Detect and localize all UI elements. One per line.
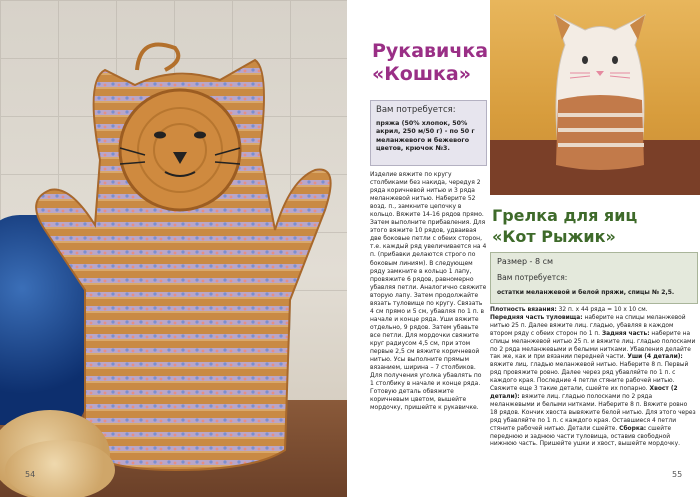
bread-plate-top [5, 440, 115, 497]
egg-cozy-materials-box [490, 252, 698, 304]
cat-eye-left [154, 132, 166, 139]
egg-cozy-materials-heading: Вам потребуется: [497, 273, 568, 282]
egg-cozy-photo [490, 0, 700, 195]
front-paragraph [490, 315, 696, 449]
assembly-text: сшейте переднюю и заднюю части туловища, оставив свободной нижнюю часть. Пришейте ушки и хвост, вышейте мордочку. [490, 425, 680, 448]
mitt-instructions-column [347, 0, 490, 497]
cozy-eye-right [612, 56, 618, 64]
mitt-title [372, 40, 487, 86]
mitt-instructions-text: Изделие вяжите по кругу столбиками без накида, чередуя 2 ряда коричневой нитью и 3 ряда меланжевой нитью. Наберите 52 возд. п., замкните цепочку в кольцо. Вяжите 14-16 рядов прямо. Затем выполните прибавления. Для этого вяжите 10 рядов, удваивая две боковые петли с обеих сторон, т.е. каждый ряд увеличивается на 4 п. (прибавки делаются строго по боковым линиям). В следующем ряду замкните в кольцо 1 лапу, провяжите 6 рядов, равномерно убавляя петли. Аналогично свяжите вторую лапу. Затем продолжайте вязать туловище по кругу. Связать 4 см прямо и 5 см, убавляя по 1 п. в начале и конце ряда. Уши вяжите отдельно, 9 рядов. Затем убавьте все петли. Для мордочки свяжите круг радиусом 4,5 см, при этом первые 2,5 см вяжите коричневой нитью. Усы выполните прямым вязанием, ширина – 7 столбиков. Для получения уголка убавлять по 1 столбику в начале и конце ряда. Готовую деталь обвяжите коричневым цветом, вышейте мордочку, пришейте к рукавичке. [370, 171, 487, 412]
tail-text: вяжите лиц. гладью полосками по 2 ряда меланжевыми и белыми нитками. Наберите 8 п. Вяжите ровно 18 рядов. Кончик хвоста вывяжите белой нитью. Для этого через ряд убавляйте по 1 п. с каждого края. Оставшиеся 4 петли стяните рабочей нитью. Детали сшейте. [490, 393, 696, 432]
mitt-materials-text: пряжа (50% хлопок, 50% акрил, 250 м/50 г) - по 50 г меланжевого и бежевого цветов, крючок №3. [376, 120, 475, 152]
cat-eye-right [194, 132, 206, 139]
ears-label: Уши (4 детали): [627, 354, 683, 361]
density-label: Плотность вязания: [490, 307, 557, 313]
oven-mitt-photo [0, 0, 347, 497]
mitt-materials-heading: Вам потребуется: [376, 105, 456, 115]
hanging-loop [137, 44, 178, 70]
page-number-right: 55 [672, 470, 683, 479]
egg-cozy-instructions [490, 307, 696, 449]
mitt-title-line2: «Кошка» [372, 63, 472, 85]
mitt-materials-box [370, 100, 487, 166]
ears-text: вяжите лиц. гладью меланжевой нитью. Наберите 8 п. Первый ряд провяжите ровно. Далее через ряд убавляйте по 1 п. с каждого края. Последние 4 петли стяните рабочей нитью. Свяжите еще 3 такие детали, сшейте их попарно. [490, 362, 689, 393]
front-text: наберите на спицы меланжевой нитью 25 п. Далее вяжите лиц. гладью, убавляя в каждом втором ряду с обеих сторон по 1 п. [490, 314, 686, 337]
density-value: 32 п. х 44 ряда = 10 х 10 см. [558, 307, 648, 313]
egg-cozy-column [490, 0, 700, 497]
assembly-label: Сборка: [619, 425, 647, 432]
back-label: Задняя часть: [601, 330, 650, 337]
back-text: наберите на спицы меланжевой нитью 25 п. и вяжите лиц. гладью полосками по 2 ряда меланжевыми и белыми нитками. Убавления делайте так же, как и при вязании передней части. [490, 330, 696, 361]
cozy-eye-left [582, 56, 588, 64]
egg-cozy-title-line1: Грелка для яиц [492, 206, 638, 225]
front-label: Передняя часть туловища: [490, 314, 583, 321]
mitt-title-line1: Рукавичка [372, 40, 489, 62]
egg-cozy-title [492, 205, 697, 247]
egg-cozy-title-line2: «Кот Рыжик» [492, 227, 616, 246]
density-paragraph [490, 307, 696, 315]
egg-cozy-size: Размер - 8 см [497, 257, 554, 266]
tail-label: Хвост (2 детали): [490, 386, 678, 400]
cat-egg-cozy [540, 5, 660, 185]
egg-cozy-materials-text: остатки меланжевой и белой пряжи, спицы № 2,5. [497, 289, 675, 296]
page-number-left: 54 [25, 470, 36, 479]
